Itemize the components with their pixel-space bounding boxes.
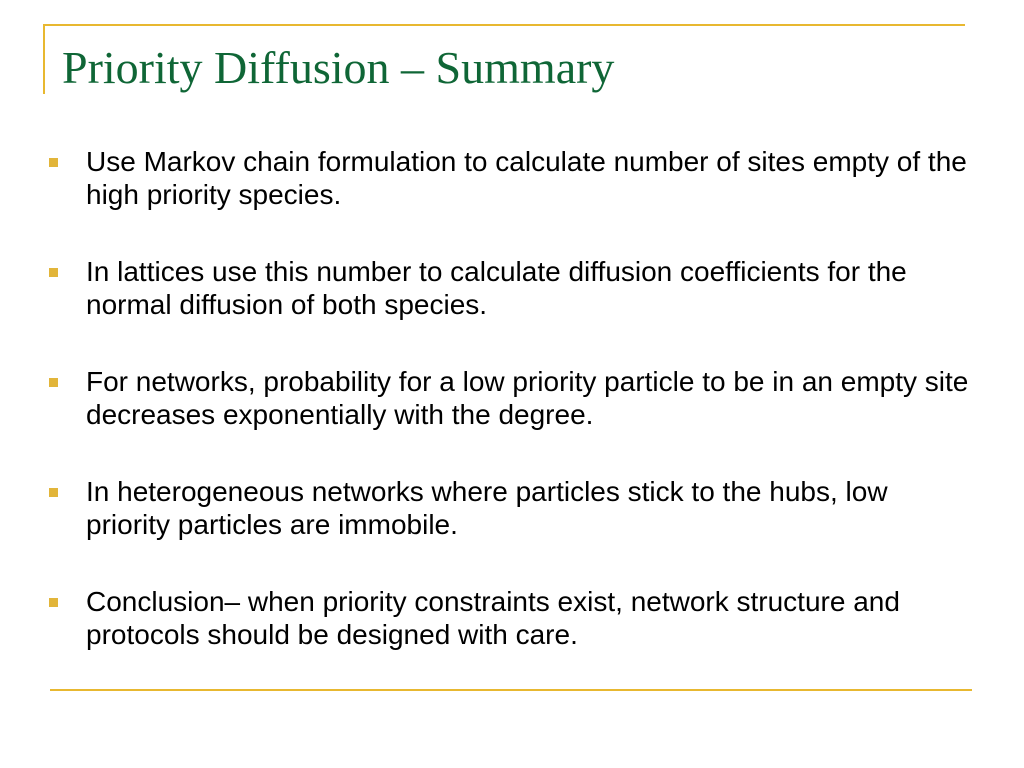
frame-vertical-rule	[43, 24, 45, 94]
square-bullet-icon	[49, 158, 58, 167]
bullet-text: Use Markov chain formulation to calculate number of sites empty of the high priority species.	[86, 146, 967, 210]
bullet-item	[44, 255, 974, 321]
bullet-text: For networks, probability for a low priority particle to be in an empty site decreases exponentially with the degree.	[86, 366, 969, 430]
bullet-item	[44, 365, 974, 431]
slide-title: Priority Diffusion – Summary	[62, 42, 615, 93]
bullet-item	[44, 145, 974, 211]
square-bullet-icon	[49, 268, 58, 277]
bullet-text: In lattices use this number to calculate diffusion coefficients for the normal diffusion of both species.	[86, 256, 907, 320]
frame-bottom-rule	[50, 689, 972, 691]
bullet-item	[44, 475, 974, 541]
square-bullet-icon	[49, 488, 58, 497]
bullet-item	[44, 585, 974, 651]
square-bullet-icon	[49, 378, 58, 387]
frame-top-rule	[43, 24, 965, 26]
bullet-list	[44, 145, 974, 651]
bullet-text: In heterogeneous networks where particles stick to the hubs, low priority particles are immobile.	[86, 476, 888, 540]
bullet-text: Conclusion– when priority constraints exist, network structure and protocols should be designed with care.	[86, 586, 900, 650]
square-bullet-icon	[49, 598, 58, 607]
